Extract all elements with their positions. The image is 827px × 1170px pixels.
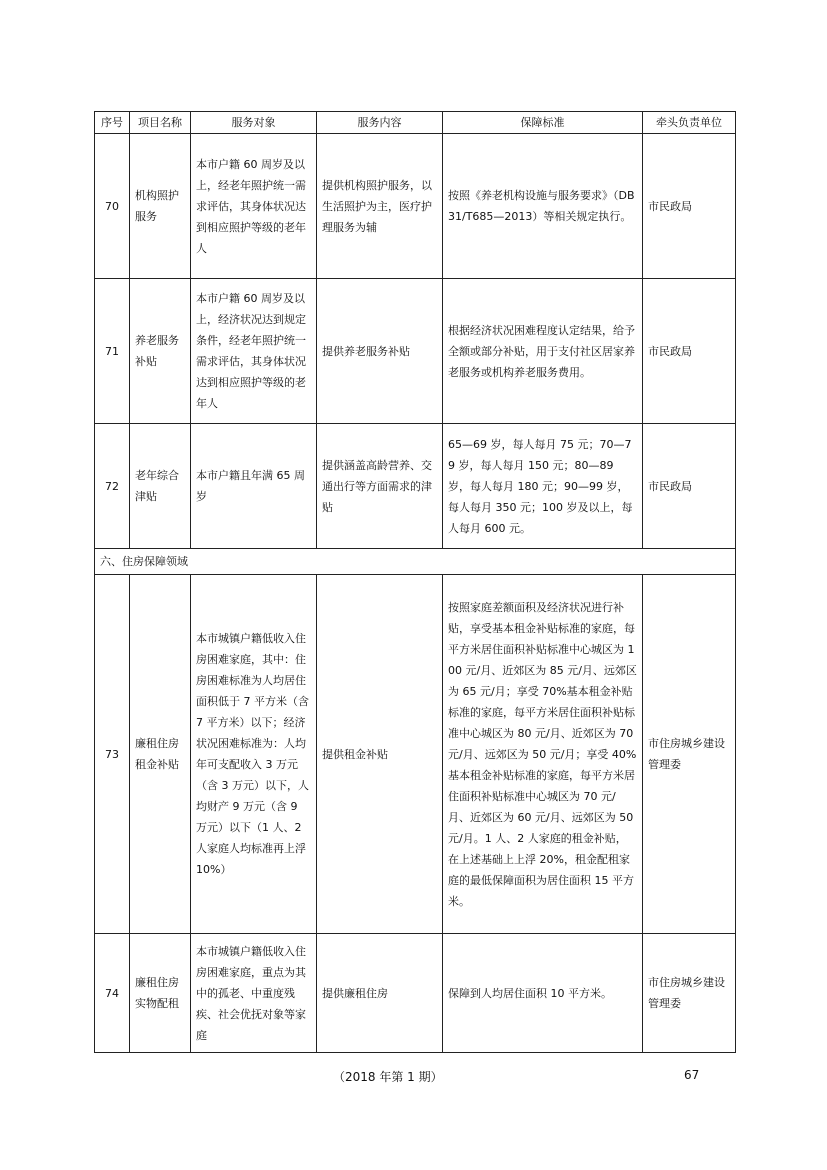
- row-content: 提供涵盖高龄营养、交通出行等方面需求的津贴: [317, 424, 443, 549]
- row-content: 提供机构照护服务，以生活照护为主，医疗护理服务为辅: [317, 134, 443, 279]
- header-target: 服务对象: [191, 112, 317, 134]
- service-standards-table: [94, 111, 736, 1053]
- row-standard: 按照家庭差额面积及经济状况进行补贴，享受基本租金补贴标准的家庭，每平方米居住面积补贴标准中心城区为 100 元/月、近郊区为 85 元/月、远郊区为 65 元/月；享受 70%基本租金补贴标准的家庭，每平方米居住面积补贴标准中心城区为 80 元/月、近郊区为 70 元/月、远郊区为 50 元/月；享受 40%基本租金补贴标准的家庭，每平方米居住面积补贴标准中心城区为 70 元/月、近郊区为 60 元/月、远郊区为 50 元/月。1 人、2 人家庭的租金补贴，在上述基础上上浮 20%，租金配租家庭的最低保障面积为居住面积 15 平方米。: [443, 575, 643, 934]
- row-name: 廉租住房实物配租: [130, 934, 191, 1053]
- row-standard: 保障到人均居住面积 10 平方米。: [443, 934, 643, 1053]
- table-row: [95, 575, 736, 934]
- header-content: 服务内容: [317, 112, 443, 134]
- row-standard: 按照《养老机构设施与服务要求》（DB31/T685—2013）等相关规定执行。: [443, 134, 643, 279]
- row-name: 养老服务补贴: [130, 279, 191, 424]
- row-no: 71: [95, 279, 130, 424]
- row-target: 本市户籍 60 周岁及以上，经老年照护统一需求评估，其身体状况达到相应照护等级的老年人: [191, 134, 317, 279]
- table-row: [95, 279, 736, 424]
- row-dept: 市民政局: [643, 424, 736, 549]
- row-dept: 市住房城乡建设管理委: [643, 934, 736, 1053]
- row-target: 本市户籍且年满 65 周岁: [191, 424, 317, 549]
- row-dept: 市民政局: [643, 134, 736, 279]
- row-standard: 65—69 岁，每人每月 75 元；70—79 岁，每人每月 150 元；80—89 岁，每人每月 180 元；90—99 岁，每人每月 350 元；100 岁及以上，每人每月 600 元。: [443, 424, 643, 549]
- page-number: 67: [684, 1068, 700, 1082]
- row-content: 提供租金补贴: [317, 575, 443, 934]
- row-target: 本市城镇户籍低收入住房困难家庭，其中：住房困难标准为人均居住面积低于 7 平方米（含 7 平方米）以下；经济状况困难标准为：人均年可支配收入 3 万元（含 3 万元）以下，人均财产 9 万元（含 9 万元）以下（1 人、2 人家庭人均标准再上浮 10%）: [191, 575, 317, 934]
- row-no: 74: [95, 934, 130, 1053]
- row-dept: 市民政局: [643, 279, 736, 424]
- row-no: 70: [95, 134, 130, 279]
- row-name: 老年综合津贴: [130, 424, 191, 549]
- section-row: [95, 549, 736, 575]
- table-header-row: [95, 112, 736, 134]
- row-no: 73: [95, 575, 130, 934]
- table-row: [95, 134, 736, 279]
- row-dept: 市住房城乡建设管理委: [643, 575, 736, 934]
- header-standard: 保障标准: [443, 112, 643, 134]
- table-row: [95, 934, 736, 1053]
- row-content: 提供廉租住房: [317, 934, 443, 1053]
- row-standard: 根据经济状况困难程度认定结果，给予全额或部分补贴，用于支付社区居家养老服务或机构养老服务费用。: [443, 279, 643, 424]
- header-name: 项目名称: [130, 112, 191, 134]
- header-dept: 牵头负责单位: [643, 112, 736, 134]
- section-title: 六、住房保障领域: [95, 549, 736, 575]
- row-name: 廉租住房租金补贴: [130, 575, 191, 934]
- header-no: 序号: [95, 112, 130, 134]
- row-target: 本市城镇户籍低收入住房困难家庭，重点为其中的孤老、中重度残疾、社会优抚对象等家庭: [191, 934, 317, 1053]
- row-target: 本市户籍 60 周岁及以上，经济状况达到规定条件，经老年照护统一需求评估，其身体状况达到相应照护等级的老年人: [191, 279, 317, 424]
- issue-label: （2018 年第 1 期）: [333, 1070, 443, 1084]
- row-content: 提供养老服务补贴: [317, 279, 443, 424]
- table-row: [95, 424, 736, 549]
- row-name: 机构照护服务: [130, 134, 191, 279]
- row-no: 72: [95, 424, 130, 549]
